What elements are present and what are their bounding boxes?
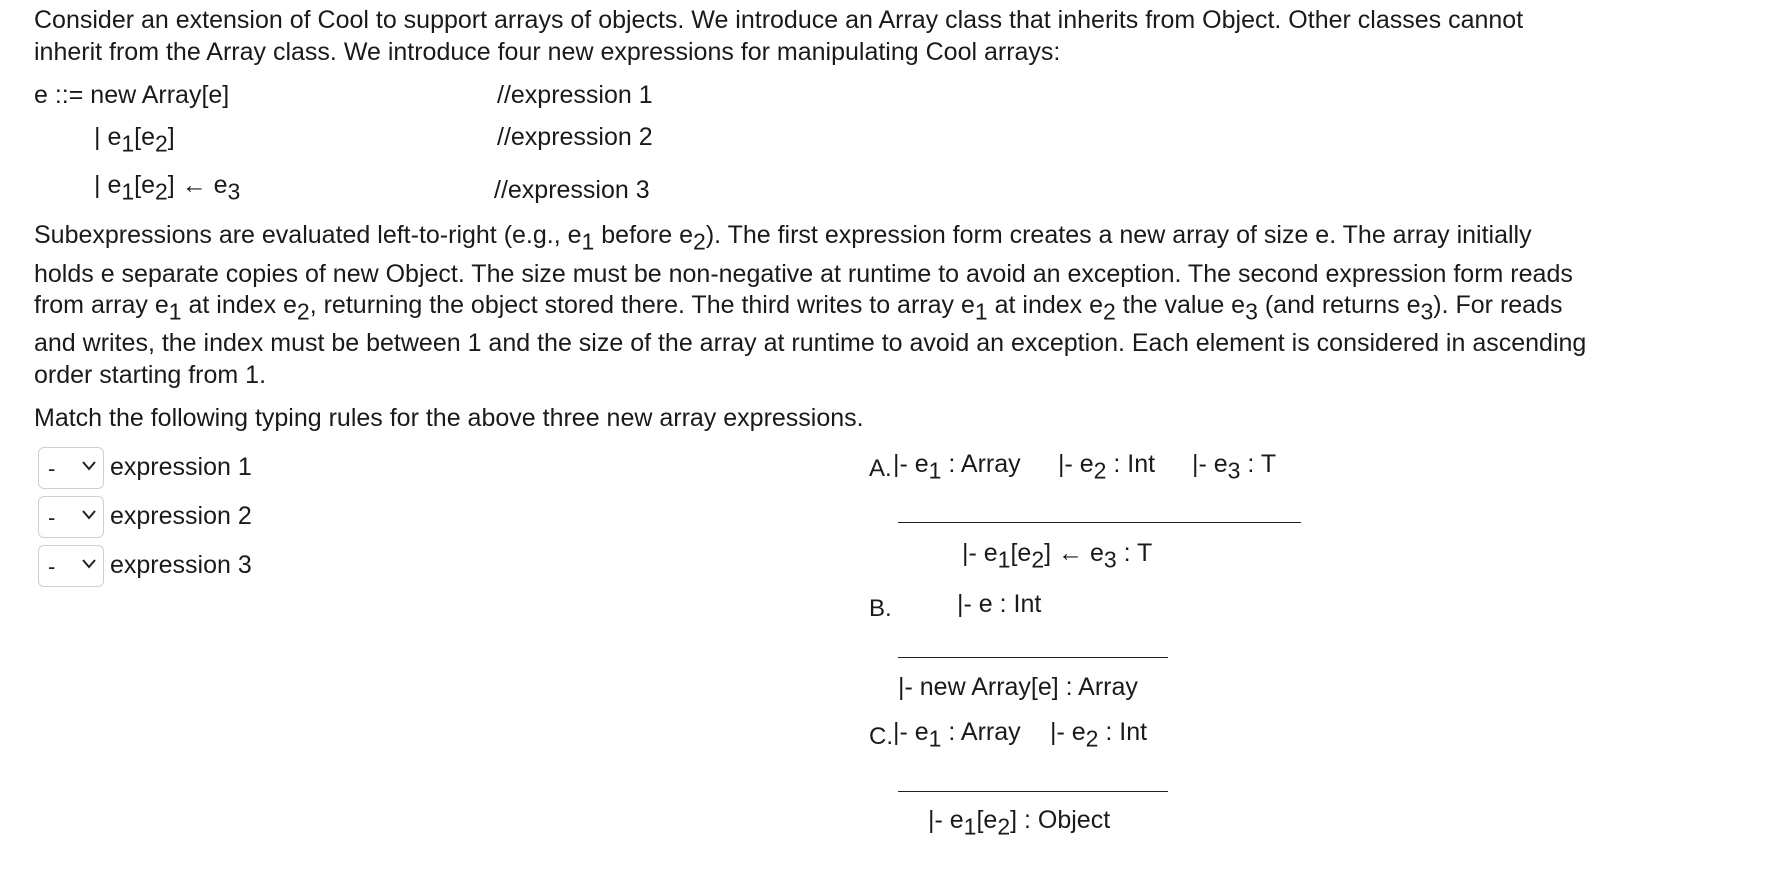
rule-c-premise-1: |- $e_1$ : Array [893, 718, 1021, 752]
grammar-comment-1: //expression 1 [497, 81, 653, 109]
grammar-expr-1: e ::= new Array[e] [34, 81, 230, 109]
expression-1-select[interactable] [38, 447, 104, 489]
chevron-down-icon [82, 509, 96, 521]
intro-line-1: Consider an extension of Cool to support arrays of objects. We introduce an Array class that inherits from Object. Other classes cannot [34, 6, 1524, 34]
rule-a-letter: A. [869, 455, 892, 482]
description-line-4: and writes, the index must be between 1 and the size of the array at runtime to avoid an exception. Each element is considered in ascending [34, 329, 1587, 357]
grammar-expr-2: | $e_1[e_2]$ [94, 123, 175, 157]
description-line-1: Subexpressions are evaluated left-to-right (e.g., $e_1$ before $e_2$). The first expression form creates a new array of size e. The array initially [34, 221, 1532, 255]
expression-1-label: expression 1 [110, 453, 252, 481]
rule-c-letter: C. [869, 723, 893, 750]
intro-line-2: inherit from the Array class. We introduce four new expressions for manipulating Cool arrays: [34, 38, 1061, 66]
grammar-expr-3: | $e_1[e_2]$ ← $e_3$ [94, 171, 241, 205]
selected-value: - [48, 505, 56, 530]
selected-value: - [48, 554, 56, 579]
rule-a-conclusion: |- $e_1[e_2]$ ← $e_3$ : T [962, 539, 1153, 573]
expression-3-label: expression 3 [110, 551, 252, 579]
selected-value: - [48, 456, 56, 481]
rule-a-inference-line [898, 522, 1301, 523]
description-line-3: from array $e_1$ at index $e_2$, returning the object stored there. The third writes to array $e_1$ at index $e_2$ the value $e_3$ (and returns $e_3$). For reads [34, 291, 1563, 325]
grammar-comment-3: //expression 3 [494, 176, 650, 204]
rule-a-premise-1: |- $e_1$ : Array [893, 450, 1021, 484]
grammar-comment-2: //expression 2 [497, 123, 653, 151]
rule-b-premise: |- e : Int [957, 590, 1042, 618]
description-line-2: holds e separate copies of new Object. The size must be non-negative at runtime to avoid an exception. The second expression form reads [34, 260, 1573, 288]
description-line-5: order starting from 1. [34, 361, 267, 389]
rule-a-premise-2: |- $e_2$ : Int [1058, 450, 1156, 484]
expression-3-select[interactable] [38, 545, 104, 587]
expression-2-select[interactable] [38, 496, 104, 538]
rule-b-inference-line [898, 657, 1168, 658]
rule-c-conclusion: |- $e_1[e_2]$ : Object [928, 806, 1111, 840]
rule-c-inference-line [898, 791, 1168, 792]
chevron-down-icon [82, 460, 96, 472]
rule-b-letter: B. [869, 595, 892, 622]
instruction: Match the following typing rules for the above three new array expressions. [34, 404, 864, 432]
rule-b-conclusion: |- new Array[e] : Array [898, 673, 1138, 701]
chevron-down-icon [82, 558, 96, 570]
rule-c-premise-2: |- $e_2$ : Int [1050, 718, 1148, 752]
rule-a-premise-3: |- $e_3$ : T [1192, 450, 1277, 484]
expression-2-label: expression 2 [110, 502, 252, 530]
